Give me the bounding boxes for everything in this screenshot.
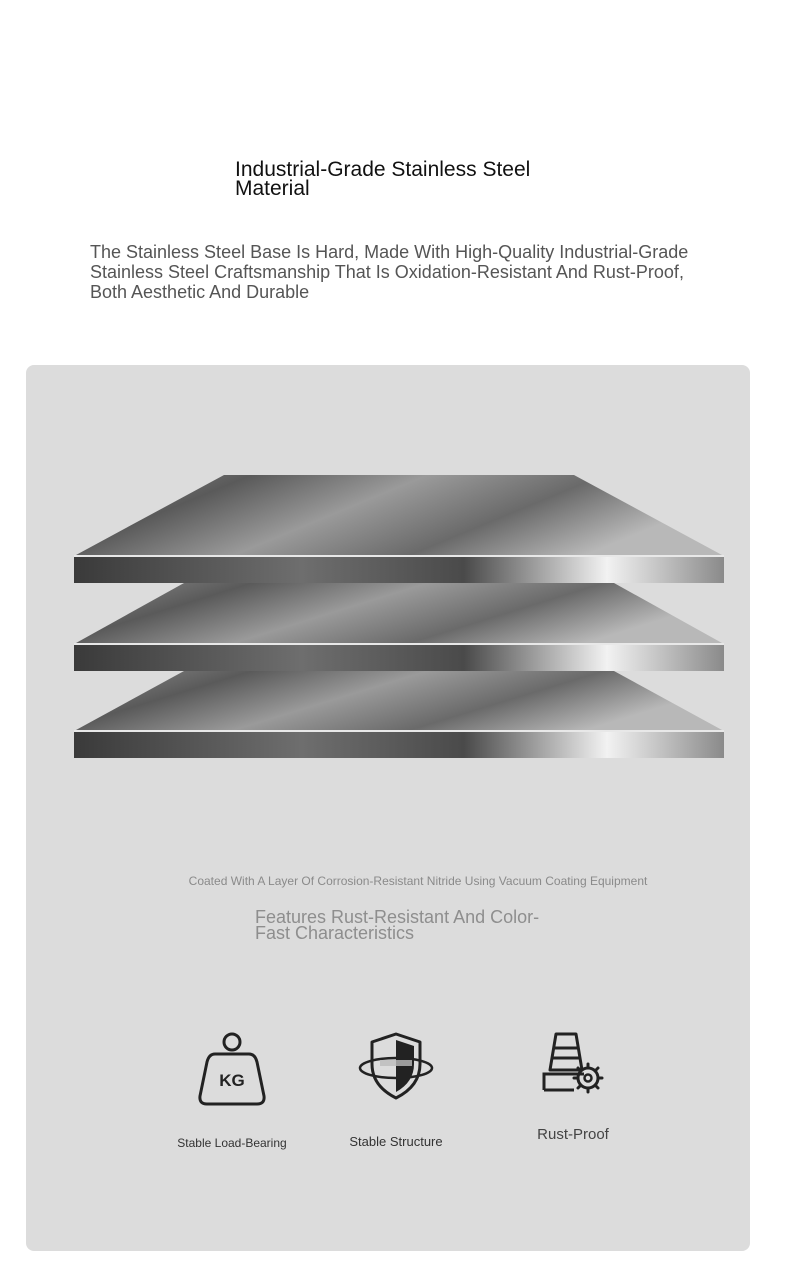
steel-sheet: [74, 583, 724, 671]
feature-rust-proof: [493, 1030, 653, 1143]
features-heading: Features Rust-Resistant And Color-Fast Characteristics: [255, 907, 540, 943]
page-title: Industrial-Grade Stainless Steel Material: [235, 158, 531, 200]
cone-gear-icon: [538, 1030, 608, 1096]
feature-panel: [26, 365, 750, 1251]
feature-load-bearing: [152, 1030, 312, 1150]
coating-note: Coated With A Layer Of Corrosion-Resistant Nitride Using Vacuum Coating Equipment: [188, 874, 648, 888]
weight-kg-icon: [197, 1030, 267, 1106]
feature-label: Stable Load-Bearing: [177, 1136, 287, 1150]
weight-kg-glyph: KG: [219, 1071, 245, 1090]
feature-stable-structure: [316, 1030, 476, 1149]
feature-label: Stable Structure: [349, 1134, 443, 1149]
stainless-steel-sheets-illustration: [74, 475, 724, 765]
steel-sheet: [74, 475, 724, 583]
shield-icon: [356, 1030, 436, 1102]
product-description: The Stainless Steel Base Is Hard, Made With High-Quality Industrial-Grade Stainless Steel Craftsmanship That Is Oxidation-Resistant And Rust-Proof, Both Aesthetic And Durable: [90, 242, 689, 302]
feature-label: Rust-Proof: [537, 1126, 609, 1143]
steel-sheet: [74, 671, 724, 758]
